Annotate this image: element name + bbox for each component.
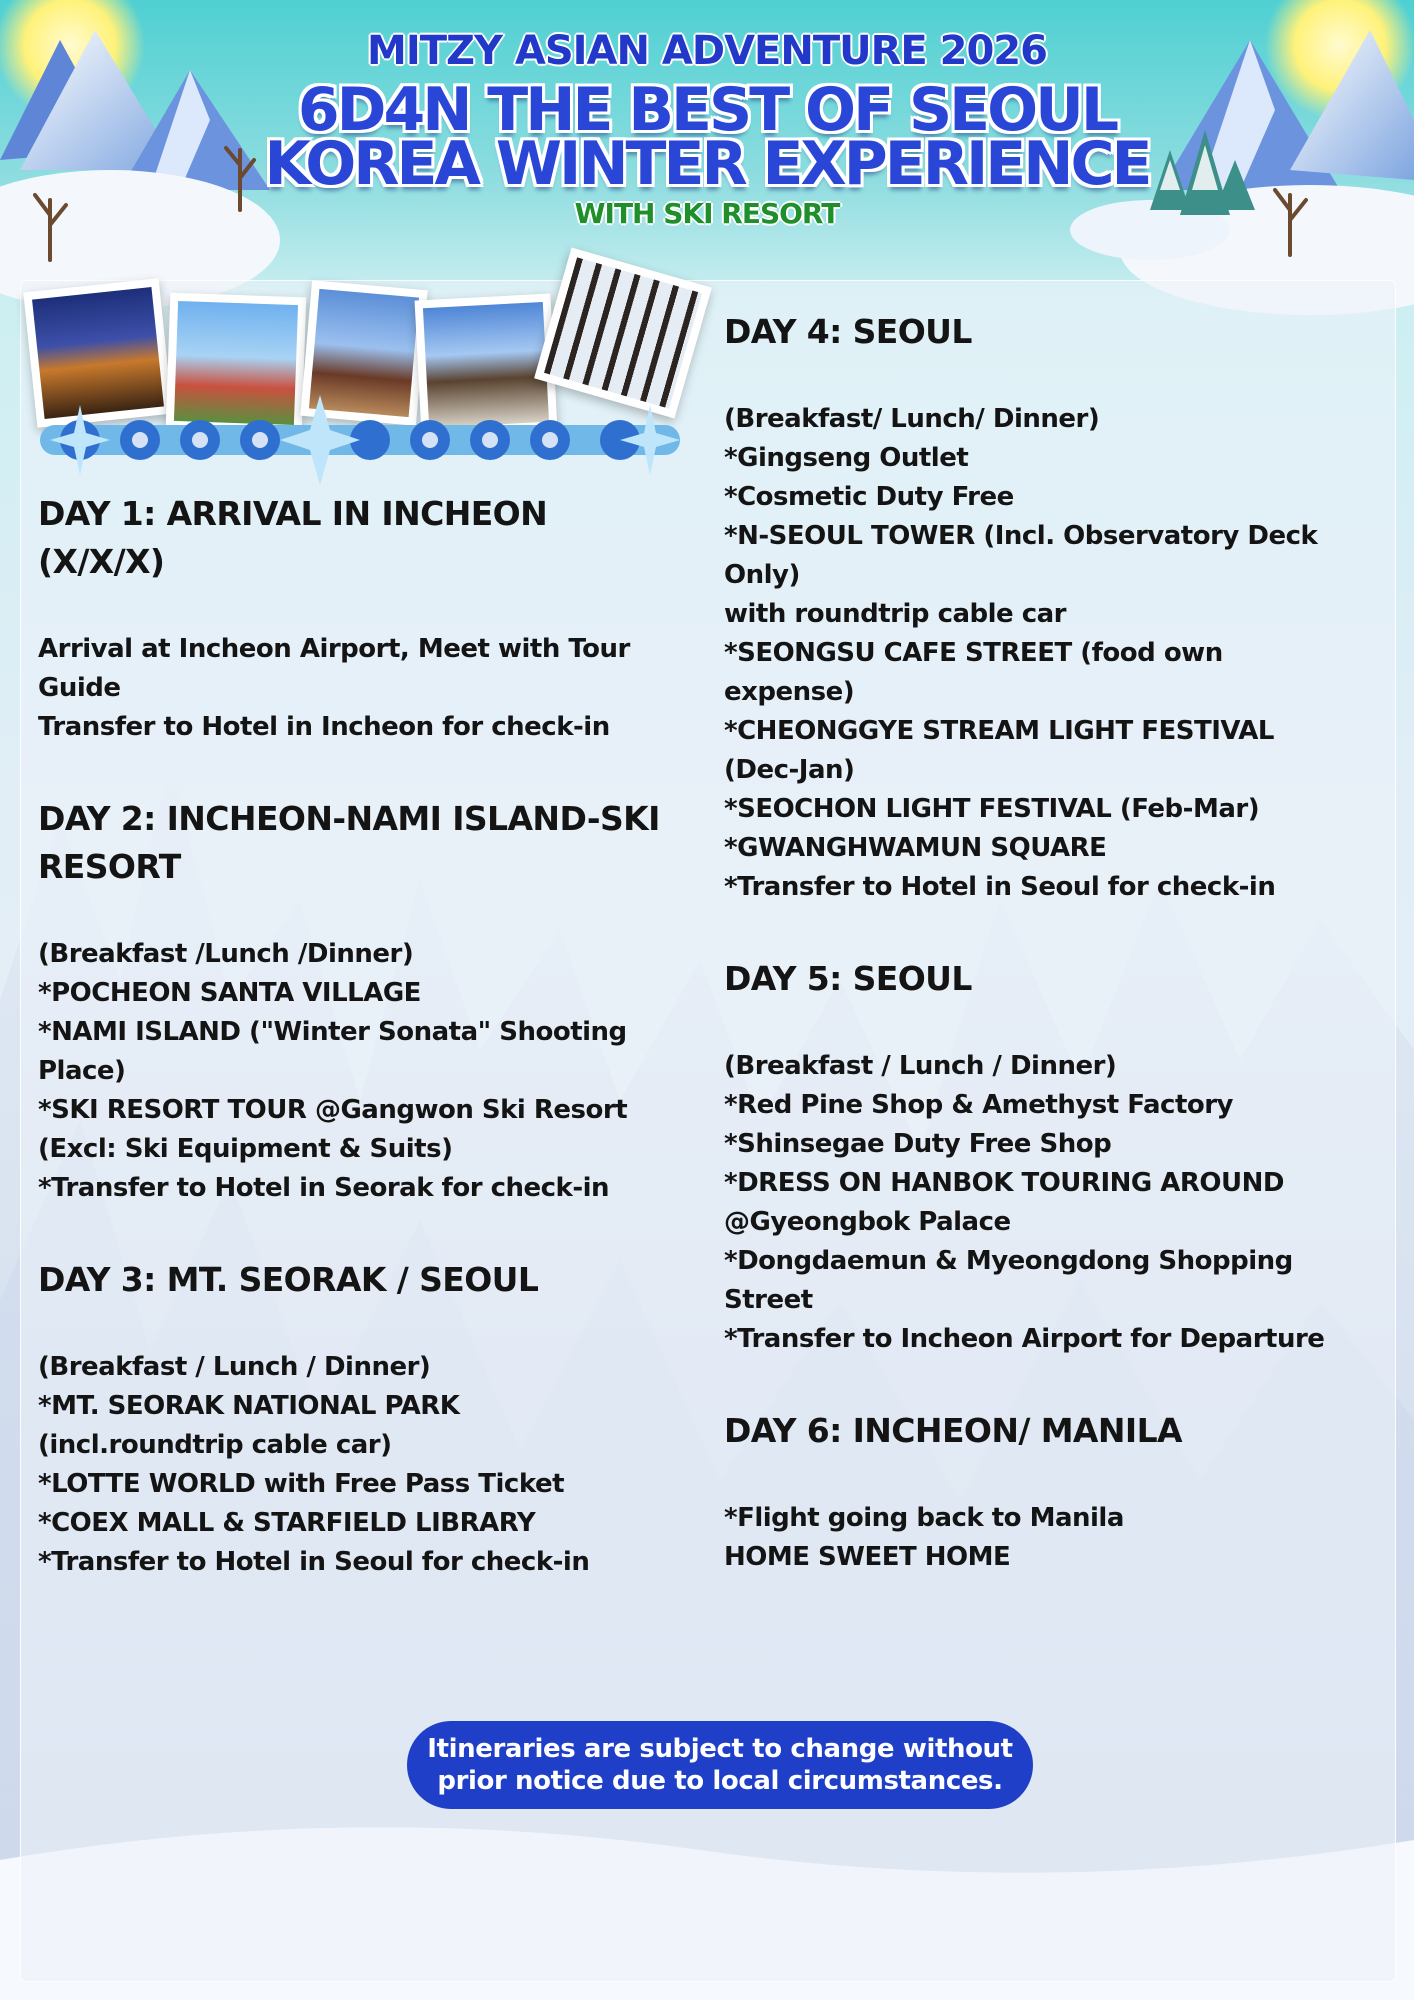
day-1-line: Transfer to Hotel in Incheon for check-in [38,712,610,742]
day-4-line: *CHEONGGYE STREAM LIGHT FESTIVAL [724,716,1274,746]
day-5-line: *Red Pine Shop & Amethyst Factory [724,1090,1234,1120]
day-5-line: (Breakfast / Lunch / Dinner) [724,1051,1117,1081]
day-3-line: *MT. SEORAK NATIONAL PARK [38,1391,460,1421]
day-1-section [38,490,678,747]
main-title-line2: KOREA WINTER EXPERIENCE [264,129,1150,199]
day-4-line: with roundtrip cable car [724,599,1067,629]
day-2-title-line1: DAY 2: INCHEON-NAMI ISLAND-SKI [38,799,660,838]
day-3-line: *LOTTE WORLD with Free Pass Ticket [38,1469,565,1499]
disclaimer-line1: Itineraries are subject to change without [427,1734,1013,1764]
day-3-line: (Breakfast / Lunch / Dinner) [38,1352,431,1382]
day-5-line: *Transfer to Incheon Airport for Departure [724,1324,1325,1354]
day-5-section [724,955,1384,1359]
itinerary-left-column [38,490,678,1582]
snowflake-border-decoration [40,395,680,485]
day-2-line: (Excl: Ski Equipment & Suits) [38,1134,453,1164]
day-6-section [724,1407,1384,1577]
day-5-line: @Gyeongbok Palace [724,1207,1011,1237]
day-3-line: *Transfer to Hotel in Seoul for check-in [38,1547,590,1577]
day-2-line: Place) [38,1056,126,1086]
day-2-line: *SKI RESORT TOUR @Gangwon Ski Resort [38,1095,628,1125]
day-5-line: *Shinsegae Duty Free Shop [724,1129,1112,1159]
day-6-line: HOME SWEET HOME [724,1542,1011,1572]
main-title-line1: 6D4N THE BEST OF SEOUL [297,75,1117,145]
day-4-line: Only) [724,560,800,590]
day-1-line: Guide [38,673,121,703]
day-4-line: *GWANGHWAMUN SQUARE [724,833,1107,863]
day-4-title: DAY 4: SEOUL [724,312,972,351]
day-2-line: *Transfer to Hotel in Seorak for check-in [38,1173,610,1203]
day-4-line: *SEOCHON LIGHT FESTIVAL (Feb-Mar) [724,794,1260,824]
day-4-line: *Gingseng Outlet [724,443,969,473]
day-2-title-line2: RESORT [38,847,181,886]
day-4-line: (Breakfast/ Lunch/ Dinner) [724,404,1100,434]
snowy-forest-photo [534,248,712,419]
day-5-line: Street [724,1285,813,1315]
day-2-section [38,795,678,1208]
day-2-line: *POCHEON SANTA VILLAGE [38,978,421,1008]
day-3-title: DAY 3: MT. SEORAK / SEOUL [38,1260,539,1299]
day-4-line: *N-SEOUL TOWER (Incl. Observatory Deck [724,521,1318,551]
day-4-section [724,308,1384,907]
day-1-title-line1: DAY 1: ARRIVAL IN INCHEON [38,494,548,533]
day-2-line: (Breakfast /Lunch /Dinner) [38,939,414,969]
day-4-line: *Cosmetic Duty Free [724,482,1014,512]
disclaimer-notice [407,1721,1033,1809]
day-4-line: (Dec-Jan) [724,755,855,785]
day-4-line: *SEONGSU CAFE STREET (food own [724,638,1223,668]
day-6-title: DAY 6: INCHEON/ MANILA [724,1411,1182,1450]
day-1-title-line2: (X/X/X) [38,542,165,581]
day-3-line: (incl.roundtrip cable car) [38,1430,392,1460]
day-5-title: DAY 5: SEOUL [724,959,972,998]
day-6-line: *Flight going back to Manila [724,1503,1124,1533]
day-3-line: *COEX MALL & STARFIELD LIBRARY [38,1508,536,1538]
brand-title: MITZY ASIAN ADVENTURE 2026 [367,28,1047,74]
day-2-line: *NAMI ISLAND ("Winter Sonata" Shooting [38,1017,627,1047]
disclaimer-line2: prior notice due to local circumstances. [437,1766,1003,1796]
day-4-line: *Transfer to Hotel in Seoul for check-in [724,872,1276,902]
day-4-line: expense) [724,677,855,707]
day-5-line: *Dongdaemun & Myeongdong Shopping [724,1246,1293,1276]
day-5-line: *DRESS ON HANBOK TOURING AROUND [724,1168,1284,1198]
subtitle: WITH SKI RESORT [574,197,840,230]
day-3-section [38,1256,678,1582]
day-1-line: Arrival at Incheon Airport, Meet with Tour [38,634,630,664]
itinerary-right-column [724,308,1384,1577]
